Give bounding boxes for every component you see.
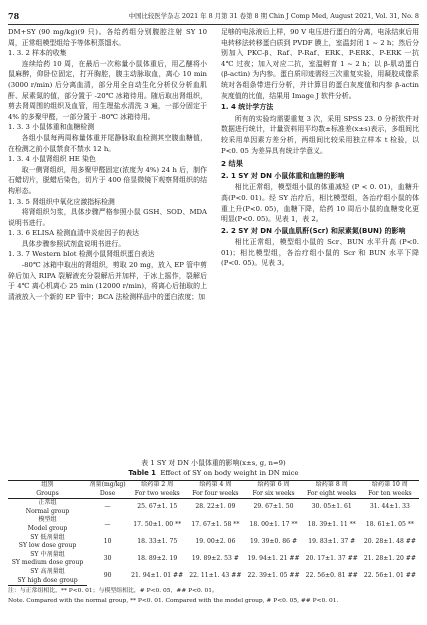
table-note-cn: 注：与正常组相比，** P<0. 01；与模型组相比，# P<0. 05，## P<0. 01。 bbox=[8, 588, 218, 595]
paragraph: 相比正常组，模型组小鼠的体重减轻 (P < 0. 01)，血糖升高(P<0. 01)。经 SY 治疗后，相比模型组，各治疗组小鼠的体重上升(P<0. 05)，血糖下降，给药 10 周后小鼠的血糖变化更明显(P<0. 05)。见表 1，表 2。 bbox=[221, 183, 419, 224]
column-header-en: For eight weeks bbox=[303, 490, 361, 499]
table-caption-cn: 表 1 SY 对 DN 小鼠体重的影响(x±s, g, n=9) bbox=[141, 459, 286, 467]
table-cell: — bbox=[104, 503, 111, 511]
subsection-heading: 1. 3. 2 样本的收集 bbox=[8, 49, 67, 58]
paragraph: 取一侧肾组织，用多聚甲醛固定(浓度为 4%) 24 h 后，制作石蜡切片，脱蜡后染色，切片于 400 倍显微镜下观察肾组织的结构形态。 bbox=[8, 165, 207, 195]
table-header-cn-row bbox=[8, 481, 419, 490]
table-cell: 18. 00±1. 17 ** bbox=[249, 520, 298, 528]
paragraph: -80℃ 冰箱中取出的肾组织，剪取 20 mg，放入 EP 管中剪碎后加入 RIPA 裂解液充分裂解后并加样，于冰上摇作，裂解后于 4℃ 离心机离心 25 min (12000 r/min)，将离心后抽取的上清液放入一个新的 EP 管中；BCA 法检测样品中的蛋白浓度；加 bbox=[8, 261, 207, 301]
group-name-cn: SY 高剂量组 bbox=[30, 567, 65, 575]
table-cell: 22. 39±1. 05 ## bbox=[247, 572, 300, 580]
table-row bbox=[8, 568, 419, 577]
paragraph: 具体步骤参照试剂盒说明书进行。 bbox=[21, 239, 126, 248]
column-header-en: For ten weeks bbox=[361, 490, 419, 499]
left-column bbox=[8, 27, 207, 302]
paragraph: 各组小鼠每两周称量体重并尾静脉取血检测其空腹血糖值，在检测之前小鼠禁食不禁水 12 h。 bbox=[8, 133, 207, 153]
group-name-en: Normal group bbox=[25, 507, 70, 515]
table-cell: 28. 22±1. 09 bbox=[195, 503, 236, 511]
group-name-en: SY medium dose group bbox=[11, 559, 84, 567]
column-header: 给药第 4 周 bbox=[186, 481, 244, 490]
column-header-en: Groups bbox=[8, 490, 87, 499]
subsection-heading: 1. 3. 3 小鼠体重和血糖检测 bbox=[8, 123, 95, 132]
body-weight-table bbox=[8, 480, 419, 586]
table-cell: 18. 39±1. 11 ** bbox=[307, 520, 356, 528]
subsection-heading: 1. 4 统计学方法 bbox=[221, 103, 274, 112]
paragraph: 连续给药 10 周，在最后一次称量小鼠体重后，用乙醚将小鼠麻醉，仰卧位固定，打开胸腔，腹主动脉取血，离心 10 min (3000 r/min) 后分离血清，部分用全自动生化分析仪分析血肌酐、尿素氮的值，部分置于 -20℃ 冰箱待用。随后取出肾组织，剪去肾周围的组织及血管，用生理盐水清洗 3 遍，一部分固定于 4% 的多聚甲醛，一部分置于 -80℃ 冰箱待用。 bbox=[8, 59, 207, 121]
column-header: 给药第 6 周 bbox=[244, 481, 302, 490]
table-cell: 18. 61±1. 05 ** bbox=[365, 520, 414, 528]
subsection-heading: 1. 3. 7 Western blot 检测小鼠肾组织蛋白表达 bbox=[8, 250, 155, 259]
table-cell: — bbox=[104, 520, 111, 528]
column-header: 给药第 8 周 bbox=[303, 481, 361, 490]
group-name-en: SY high dose group bbox=[8, 577, 87, 586]
table-cell: 20. 28±1. 48 ## bbox=[363, 537, 416, 545]
table-1 bbox=[8, 458, 419, 605]
table-cell: 21. 28±1. 20 ## bbox=[363, 555, 416, 563]
paragraph: 相比正常组，模型组小鼠的 Scr、BUN 水平升高 (P<0. 01)；相比模型组，各治疗组小鼠的 Scr 和 BUN 水平下降(P<0. 05)。见表 3。 bbox=[221, 238, 419, 268]
column-header: 给药第 2 周 bbox=[128, 481, 186, 490]
group-name-cn: SY 低剂量组 bbox=[30, 533, 65, 541]
table-cell: 22. 56±0. 81 ## bbox=[305, 572, 358, 580]
paragraph: DM+SY (90 mg/kg)(9 只)。各给药组分别腹腔注射 SY 10 周，正常组模型组给予等体积蒸馏水。 bbox=[8, 28, 207, 47]
column-header-en: Dose bbox=[87, 490, 128, 499]
paragraph: 足够的电泳液后上样，90 V 电压进行蛋白的分离，电泳结束后用电转移法转移蛋白质到 PVDF 膜上，室温封闭 1 ~ 2 h；然后分别加入 PKC-β、Raf、P-Raf、ERK、P-ERK、P-ERK 一抗 4℃ 过夜；加入对应二抗，室温孵育 1 ~ 2 h；以 β-肌动蛋白 (β-actin) 为内参。蛋白质印迹需经三次重复实验，用凝胶成像系统对各组条带进行分析，并计算目的蛋白灰度值和内参 β-actin 灰度值的比值，结果用 Image J 软件分析。 bbox=[221, 28, 419, 100]
column-header-en: For six weeks bbox=[244, 490, 302, 499]
table-cell: 22. 56±1. 01 ## bbox=[363, 572, 416, 580]
table-cell: 19. 89±2. 53 # bbox=[191, 555, 239, 563]
table-cell: 17. 50±1. 00 ** bbox=[133, 520, 182, 528]
table-cell: 22. 11±1. 43 ## bbox=[189, 572, 242, 580]
column-header-en: For two weeks bbox=[128, 490, 186, 499]
subsection-heading: 1. 3. 4 小鼠肾组织 HE 染色 bbox=[8, 155, 96, 164]
subsection-heading: 2. 1 SY 对 DN 小鼠体重和血糖的影响 bbox=[221, 171, 345, 180]
column-header: 组别 bbox=[8, 481, 87, 490]
group-name-en: Model group bbox=[27, 524, 68, 532]
table-header-en-row bbox=[8, 490, 419, 499]
table-cell: 29. 67±1. 50 bbox=[253, 503, 294, 511]
header-rule bbox=[8, 24, 419, 25]
table-row bbox=[8, 534, 419, 543]
table-cell: 10 bbox=[103, 537, 112, 545]
table-row bbox=[8, 499, 419, 508]
table-cell: 25. 67±1. 15 bbox=[137, 503, 178, 511]
table-cell: 18. 33±1. 75 bbox=[137, 537, 178, 545]
table-cell: 18. 89±2. 19 bbox=[137, 555, 178, 563]
paragraph: 将肾组织匀浆，具体步骤严格参照小鼠 GSH、SOD、MDA 说明书进行。 bbox=[8, 208, 207, 227]
table-cell: 21. 94±1. 01 ## bbox=[131, 572, 184, 580]
group-name-cn: 模型组 bbox=[38, 516, 57, 524]
running-header bbox=[8, 10, 419, 22]
group-name-cn: 正常组 bbox=[38, 499, 57, 507]
subsection-heading: 2. 2 SY 对 DN 小鼠血肌酐(Scr) 和尿素氮(BUN) 的影响 bbox=[221, 226, 406, 235]
table-caption-text: Effect of SY on body weight in DN mice bbox=[160, 469, 299, 477]
table-row bbox=[8, 551, 419, 560]
table-note-en: Note. Compared with the normal group, ** P<0. 01. Compared with the model group, # P<0. 05, ## P<0. 01. bbox=[8, 597, 339, 604]
table-row bbox=[8, 516, 419, 525]
group-name-cn: SY 中剂量组 bbox=[30, 550, 65, 558]
table-cell: 19. 00±2. 06 bbox=[195, 537, 236, 545]
subsection-heading: 1. 3. 5 肾组织中氧化应激指标检测 bbox=[8, 197, 115, 206]
table-cell: 19. 39±0. 86 # bbox=[250, 537, 298, 545]
table-cell: 20. 17±1. 37 ## bbox=[305, 555, 358, 563]
table-cell: 30 bbox=[103, 555, 112, 563]
column-header: 给药第 10 周 bbox=[361, 481, 419, 490]
table-body bbox=[8, 499, 419, 586]
journal-citation: 中国比较医学杂志 2021 年 8 月第 31 卷第 8 期 Chin J Comp Med, August 2021, Vol. 31, No. 8 bbox=[128, 12, 419, 20]
table-caption-en bbox=[8, 468, 419, 478]
paragraph: 所有的实验均需要重复 3 次，采用 SPSS 23. 0 分析软件对数据进行统计，计量资料用平均数±标准差(x±s)表示，多组间比较采用单因素方差分析，两组间比较采用独立样本 t 检验，以 P<0. 05 为差异具有统计学意义。 bbox=[221, 114, 419, 155]
section-heading: 2 结果 bbox=[221, 159, 243, 169]
page-number: 78 bbox=[8, 11, 20, 21]
table-cell: 19. 83±1. 37 # bbox=[308, 537, 356, 545]
column-header-en: For four weeks bbox=[186, 490, 244, 499]
table-cell: 31. 44±1. 33 bbox=[369, 503, 410, 511]
subsection-heading: 1. 3. 6 ELISA 检测血清中炎症因子的表达 bbox=[8, 229, 140, 238]
table-cell: 90 bbox=[103, 572, 112, 580]
table-cell: 30. 05±1. 61 bbox=[311, 503, 352, 511]
table-cell: 17. 67±1. 58 ** bbox=[191, 520, 240, 528]
right-column bbox=[221, 27, 419, 269]
group-name-en: SY low dose group bbox=[18, 542, 77, 550]
column-header: 剂量(mg/kg) bbox=[87, 481, 128, 490]
table-caption-label: Table 1 bbox=[128, 469, 156, 477]
table-cell: 19. 94±1. 21 ## bbox=[247, 555, 300, 563]
